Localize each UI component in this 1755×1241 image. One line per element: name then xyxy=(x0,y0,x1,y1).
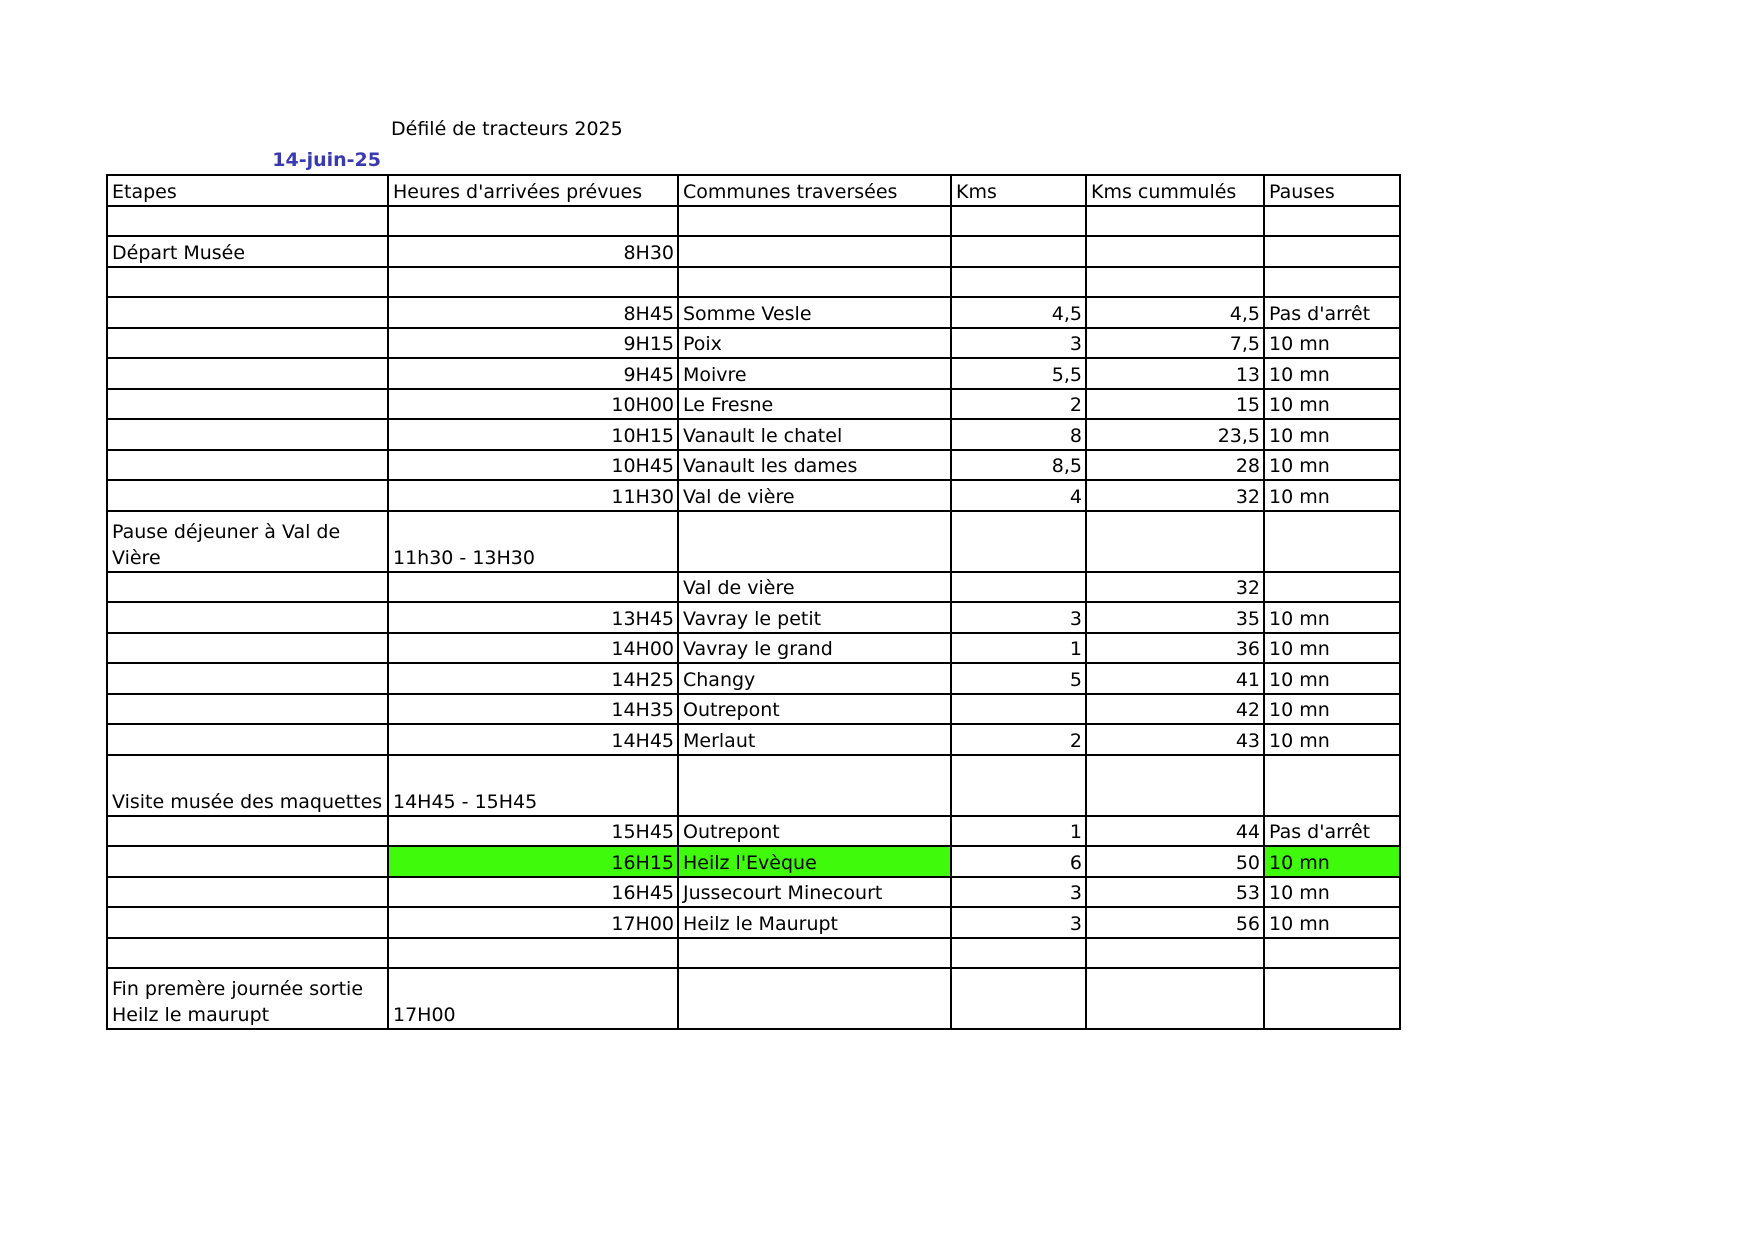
commune-cell: Val de vière xyxy=(678,572,951,603)
kms-cell: 1 xyxy=(951,633,1086,664)
table-row xyxy=(107,633,1400,664)
header-kms: Kms xyxy=(951,175,1086,206)
etape-cell xyxy=(107,389,388,420)
heure-cell: 17H00 xyxy=(388,968,678,1029)
etape-cell xyxy=(107,877,388,908)
commune-cell: Moivre xyxy=(678,358,951,389)
pause-cell xyxy=(1264,572,1400,603)
etape-cell xyxy=(107,724,388,755)
kms-cell: 2 xyxy=(951,389,1086,420)
etape-cell xyxy=(107,572,388,603)
commune-cell xyxy=(678,755,951,816)
etape-cell xyxy=(107,602,388,633)
kms-cell: 6 xyxy=(951,846,1086,877)
kms-cell: 1 xyxy=(951,816,1086,847)
kms-cumules-cell: 7,5 xyxy=(1086,328,1264,359)
heure-cell: 14H35 xyxy=(388,694,678,725)
table-row xyxy=(107,755,1400,816)
kms-cell: 8,5 xyxy=(951,450,1086,481)
etape-cell xyxy=(107,419,388,450)
table-row xyxy=(107,480,1400,511)
kms-cell: 8 xyxy=(951,419,1086,450)
kms-cumules-cell: 50 xyxy=(1086,846,1264,877)
kms-cumules-cell xyxy=(1086,938,1264,969)
pause-cell xyxy=(1264,968,1400,1029)
commune-cell: Changy xyxy=(678,663,951,694)
pause-cell: 10 mn xyxy=(1264,389,1400,420)
commune-cell: Heilz le Maurupt xyxy=(678,907,951,938)
table-row xyxy=(107,602,1400,633)
pause-cell: 10 mn xyxy=(1264,480,1400,511)
schedule-table xyxy=(106,174,1401,1030)
commune-cell: Merlaut xyxy=(678,724,951,755)
pause-cell: 10 mn xyxy=(1264,877,1400,908)
kms-cell xyxy=(951,267,1086,298)
kms-cell: 2 xyxy=(951,724,1086,755)
table-row xyxy=(107,907,1400,938)
etape-cell: Départ Musée xyxy=(107,236,388,267)
pause-cell: Pas d'arrêt xyxy=(1264,816,1400,847)
event-date: 14-juin-25 xyxy=(272,149,381,171)
kms-cumules-cell: 32 xyxy=(1086,572,1264,603)
kms-cell: 5,5 xyxy=(951,358,1086,389)
kms-cell xyxy=(951,206,1086,237)
commune-cell: Vavray le petit xyxy=(678,602,951,633)
kms-cumules-cell: 44 xyxy=(1086,816,1264,847)
table-row xyxy=(107,236,1400,267)
commune-cell: Jussecourt Minecourt xyxy=(678,877,951,908)
etape-cell xyxy=(107,846,388,877)
pause-cell: 10 mn xyxy=(1264,694,1400,725)
etape-cell xyxy=(107,816,388,847)
kms-cell xyxy=(951,572,1086,603)
pause-cell xyxy=(1264,236,1400,267)
heure-cell: 14H25 xyxy=(388,663,678,694)
kms-cumules-cell xyxy=(1086,267,1264,298)
table-row xyxy=(107,389,1400,420)
etape-cell: Fin premère journée sortie Heilz le maurupt xyxy=(107,968,388,1029)
kms-cumules-cell: 53 xyxy=(1086,877,1264,908)
kms-cumules-cell xyxy=(1086,968,1264,1029)
kms-cumules-cell: 42 xyxy=(1086,694,1264,725)
etape-cell xyxy=(107,938,388,969)
pause-cell: 10 mn xyxy=(1264,907,1400,938)
kms-cumules-cell: 35 xyxy=(1086,602,1264,633)
heure-cell: 14H45 xyxy=(388,724,678,755)
commune-cell xyxy=(678,511,951,572)
kms-cumules-cell: 15 xyxy=(1086,389,1264,420)
kms-cumules-cell: 36 xyxy=(1086,633,1264,664)
etape-cell xyxy=(107,694,388,725)
table-row xyxy=(107,206,1400,237)
commune-cell xyxy=(678,236,951,267)
commune-cell: Vavray le grand xyxy=(678,633,951,664)
table-row xyxy=(107,450,1400,481)
heure-cell: 9H45 xyxy=(388,358,678,389)
heure-cell: 16H15 xyxy=(388,846,678,877)
table-row xyxy=(107,816,1400,847)
pause-cell: 10 mn xyxy=(1264,846,1400,877)
heure-cell: 10H15 xyxy=(388,419,678,450)
etape-cell xyxy=(107,663,388,694)
heure-cell xyxy=(388,938,678,969)
table-row xyxy=(107,968,1400,1029)
header-communes: Communes traversées xyxy=(678,175,951,206)
kms-cumules-cell xyxy=(1086,755,1264,816)
heure-cell: 15H45 xyxy=(388,816,678,847)
pause-cell: 10 mn xyxy=(1264,663,1400,694)
commune-cell xyxy=(678,938,951,969)
table-row xyxy=(107,938,1400,969)
kms-cell xyxy=(951,511,1086,572)
table-row xyxy=(107,724,1400,755)
heure-cell: 16H45 xyxy=(388,877,678,908)
etape-cell xyxy=(107,267,388,298)
commune-cell: Outrepont xyxy=(678,816,951,847)
kms-cell xyxy=(951,755,1086,816)
kms-cell: 3 xyxy=(951,328,1086,359)
commune-cell: Heilz l'Evèque xyxy=(678,846,951,877)
heure-cell: 14H45 - 15H45 xyxy=(388,755,678,816)
commune-cell: Val de vière xyxy=(678,480,951,511)
kms-cell xyxy=(951,236,1086,267)
pause-cell: 10 mn xyxy=(1264,633,1400,664)
kms-cell: 4 xyxy=(951,480,1086,511)
header-heures: Heures d'arrivées prévues xyxy=(388,175,678,206)
pause-cell: 10 mn xyxy=(1264,450,1400,481)
kms-cumules-cell xyxy=(1086,236,1264,267)
kms-cell: 4,5 xyxy=(951,297,1086,328)
table-row xyxy=(107,297,1400,328)
heure-cell: 11H30 xyxy=(388,480,678,511)
pause-cell xyxy=(1264,938,1400,969)
pause-cell xyxy=(1264,511,1400,572)
page-title: Défilé de tracteurs 2025 xyxy=(391,118,623,140)
etape-cell xyxy=(107,206,388,237)
commune-cell: Poix xyxy=(678,328,951,359)
etape-cell xyxy=(107,328,388,359)
table-row xyxy=(107,511,1400,572)
heure-cell xyxy=(388,572,678,603)
table-row xyxy=(107,358,1400,389)
kms-cumules-cell: 43 xyxy=(1086,724,1264,755)
table-row xyxy=(107,846,1400,877)
kms-cell: 3 xyxy=(951,907,1086,938)
kms-cumules-cell: 41 xyxy=(1086,663,1264,694)
heure-cell: 8H45 xyxy=(388,297,678,328)
etape-cell xyxy=(107,633,388,664)
pause-cell: 10 mn xyxy=(1264,358,1400,389)
table-row xyxy=(107,572,1400,603)
table-row xyxy=(107,694,1400,725)
pause-cell xyxy=(1264,206,1400,237)
kms-cumules-cell: 23,5 xyxy=(1086,419,1264,450)
kms-cell xyxy=(951,694,1086,725)
kms-cumules-cell xyxy=(1086,511,1264,572)
kms-cell: 3 xyxy=(951,602,1086,633)
etape-cell xyxy=(107,450,388,481)
commune-cell xyxy=(678,968,951,1029)
kms-cell xyxy=(951,938,1086,969)
pause-cell: Pas d'arrêt xyxy=(1264,297,1400,328)
heure-cell xyxy=(388,267,678,298)
header-kms-cumules: Kms cummulés xyxy=(1086,175,1264,206)
commune-cell: Le Fresne xyxy=(678,389,951,420)
header-pauses: Pauses xyxy=(1264,175,1400,206)
kms-cumules-cell: 32 xyxy=(1086,480,1264,511)
commune-cell xyxy=(678,267,951,298)
header-etapes: Etapes xyxy=(107,175,388,206)
heure-cell: 9H15 xyxy=(388,328,678,359)
pause-cell xyxy=(1264,755,1400,816)
kms-cumules-cell: 4,5 xyxy=(1086,297,1264,328)
heure-cell: 17H00 xyxy=(388,907,678,938)
etape-cell: Pause déjeuner à Val de Vière xyxy=(107,511,388,572)
heure-cell: 11h30 - 13H30 xyxy=(388,511,678,572)
pause-cell: 10 mn xyxy=(1264,328,1400,359)
table-row xyxy=(107,267,1400,298)
etape-cell xyxy=(107,358,388,389)
commune-cell: Outrepont xyxy=(678,694,951,725)
pause-cell: 10 mn xyxy=(1264,419,1400,450)
table-row xyxy=(107,419,1400,450)
kms-cumules-cell: 56 xyxy=(1086,907,1264,938)
kms-cumules-cell: 28 xyxy=(1086,450,1264,481)
kms-cumules-cell: 13 xyxy=(1086,358,1264,389)
etape-cell xyxy=(107,297,388,328)
kms-cell: 3 xyxy=(951,877,1086,908)
kms-cell: 5 xyxy=(951,663,1086,694)
heure-cell xyxy=(388,206,678,237)
kms-cumules-cell xyxy=(1086,206,1264,237)
commune-cell: Somme Vesle xyxy=(678,297,951,328)
commune-cell: Vanault les dames xyxy=(678,450,951,481)
heure-cell: 10H45 xyxy=(388,450,678,481)
heure-cell: 10H00 xyxy=(388,389,678,420)
table-header-row xyxy=(107,175,1400,206)
commune-cell xyxy=(678,206,951,237)
etape-cell xyxy=(107,907,388,938)
etape-cell: Visite musée des maquettes xyxy=(107,755,388,816)
pause-cell: 10 mn xyxy=(1264,602,1400,633)
pause-cell: 10 mn xyxy=(1264,724,1400,755)
table-row xyxy=(107,328,1400,359)
table-row xyxy=(107,663,1400,694)
heure-cell: 8H30 xyxy=(388,236,678,267)
pause-cell xyxy=(1264,267,1400,298)
etape-cell xyxy=(107,480,388,511)
heure-cell: 13H45 xyxy=(388,602,678,633)
table-row xyxy=(107,877,1400,908)
heure-cell: 14H00 xyxy=(388,633,678,664)
commune-cell: Vanault le chatel xyxy=(678,419,951,450)
kms-cell xyxy=(951,968,1086,1029)
